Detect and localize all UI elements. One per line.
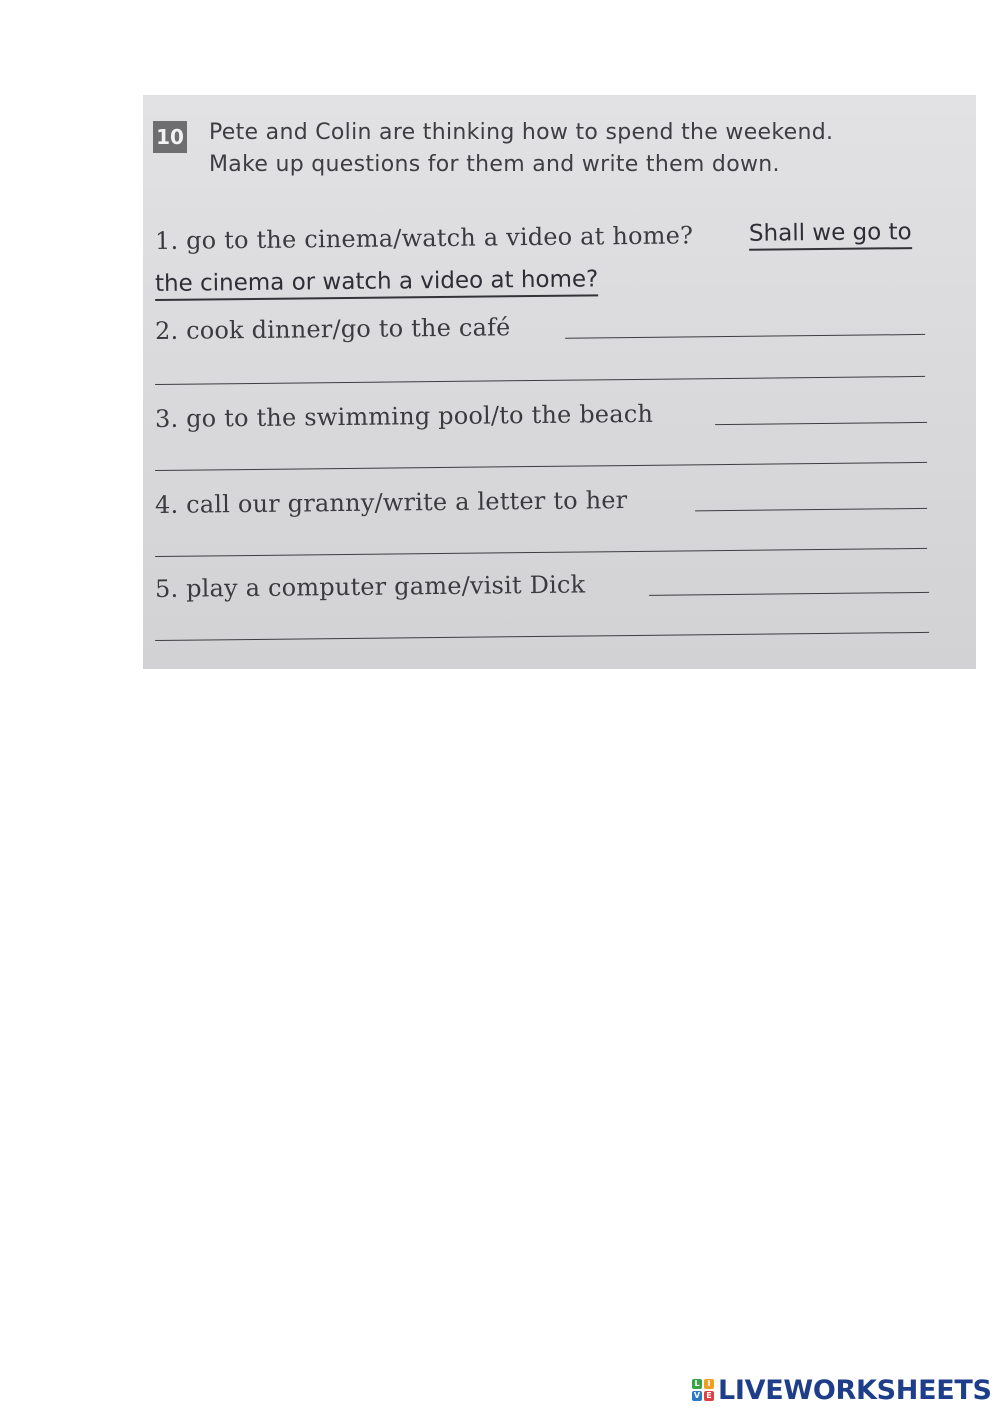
item-5-answer-blank[interactable] [649,592,929,596]
liveworksheets-brand[interactable] [692,1374,992,1406]
exercise-item-3-line-2 [155,429,925,477]
item-4-prompt: 4. call our granny/write a letter to her [154,486,628,519]
exercise-instruction [209,117,929,181]
logo-letter-e: E [704,1391,714,1401]
item-5-answer-blank-2[interactable] [155,632,929,641]
exercise-item-2-line-2 [155,343,925,391]
exercise-item-2 [155,301,925,349]
exercise-item-1-continued [155,255,925,303]
liveworksheets-logo-icon [692,1379,714,1401]
item-5-prompt: 5. play a computer game/visit Dick [154,570,586,603]
item-4-answer-blank-2[interactable] [155,548,927,557]
instruction-line-2: Make up questions for them and write them down. [209,152,780,177]
item-2-answer-blank[interactable] [565,334,925,339]
instruction-line-1: Pete and Colin are thinking how to spend the weekend. [209,120,834,145]
item-2-prompt: 2. cook dinner/go to the café [154,313,511,345]
exercise-item-1 [155,211,925,259]
logo-letter-i: I [704,1379,714,1389]
item-4-answer-blank[interactable] [695,508,927,511]
item-1-answer-part-2[interactable]: the cinema or watch a video at home? [155,264,599,301]
logo-letter-v: V [693,1391,701,1400]
item-2-answer-blank-2[interactable] [155,376,925,385]
item-3-answer-blank-2[interactable] [155,462,927,471]
item-1-prompt: 1. go to the cinema/watch a video at home? [154,221,694,255]
exercise-number-badge: 10 [153,121,187,153]
item-3-prompt: 3. go to the swimming pool/to the beach [154,399,654,433]
exercise-item-5-line-2 [155,599,925,647]
liveworksheets-wordmark: LIVEWORKSHEETS [718,1374,992,1406]
item-3-answer-blank[interactable] [715,422,927,425]
logo-letter-l: L [692,1379,702,1389]
item-1-answer-part-1[interactable]: Shall we go to [749,217,912,251]
exercise-item-4-line-2 [155,515,925,563]
worksheet-photo [143,95,976,669]
